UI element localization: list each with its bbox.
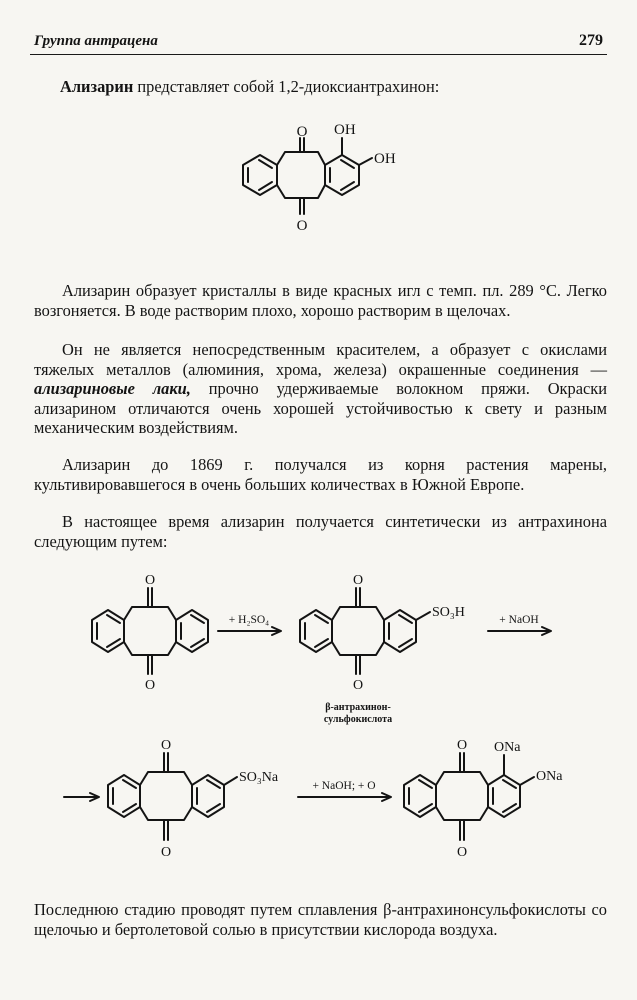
product-ona-1: ONa — [494, 740, 521, 755]
product-ona-2: ONa — [536, 769, 563, 784]
alizarin-oh-1: OH — [334, 122, 356, 138]
alizarin-oh-2: OH — [374, 151, 396, 167]
sulfonate-o-bottom: O — [160, 845, 172, 860]
sulfonate-structure — [108, 753, 237, 840]
paragraph-synthesis: В настоящее время ализарин получается синтетически из антрахинона следующим путем: — [34, 512, 607, 551]
reaction-arrows — [64, 627, 551, 801]
intro-text: представляет собой 1,2-диоксиантрахинон: — [133, 77, 440, 96]
anthraquinone-o-top: O — [144, 573, 156, 588]
alizarin-structure — [243, 138, 372, 214]
product-o-top: O — [456, 738, 468, 753]
alizarin-lakes-term: ализариновые лаки, — [34, 379, 191, 398]
sulfonate-group: SO₃Na — [239, 770, 279, 785]
sulfonic-acid-o-top: O — [352, 573, 364, 588]
sulfonic-acid-name-line-2: сульфокислота — [323, 714, 393, 725]
alizarin-term: Ализарин — [60, 77, 134, 96]
alizarin-o-bottom: O — [296, 218, 308, 234]
reagent-fusion: + NaOH; + O — [312, 780, 376, 792]
paragraph-dyeing-start: Он не является непосредственным красителем, а образует с окислами тяжелых металлов (алюминия, хрома, железа) окрашенные соединения — — [34, 340, 607, 379]
sulfonic-acid-o-bottom: O — [352, 678, 364, 693]
running-title: Группа антрацена — [34, 33, 158, 49]
product-o-bottom: O — [456, 845, 468, 860]
paragraph-last-stage: Последнюю стадию проводят путем сплавления β-антрахинонсульфокислоты со щелочью и бертолетовой солью в присутствии кислорода воздуха. — [34, 900, 607, 939]
anthraquinone-o-bottom: O — [144, 678, 156, 693]
sulfonate-o-top: O — [160, 738, 172, 753]
alizarin-o-top: O — [296, 124, 308, 140]
page-number: 279 — [579, 32, 603, 49]
sulfonic-acid-group: SO₃H — [432, 605, 465, 620]
reagent-sodium-hydroxide: + NaOH — [499, 614, 539, 626]
paragraph-dyeing-end: прочно удерживаемые волокном пряжи. Окраски ализарином отличаются очень хорошей устойчивостью к свету и разным механическим воздействиям. — [34, 379, 607, 437]
reagent-sulfuric-acid: + H₂SO₄ — [228, 614, 270, 626]
anthraquinone-structure — [92, 588, 208, 674]
sulfonic-acid-name-line-1: β-антрахинон- — [325, 702, 391, 713]
alizarinate-structure — [404, 753, 534, 840]
paragraph-properties: Ализарин образует кристаллы в виде красных игл с темп. пл. 289 °С. Легко возгоняется. В воде растворим плохо, хорошо растворим в щелочах. — [34, 281, 607, 320]
paragraph-history: Ализарин до 1869 г. получался из корня растения марены, культивировавшегося в очень больших количествах в Южной Европе. — [34, 455, 607, 494]
sulfonic-acid-structure — [300, 588, 430, 674]
